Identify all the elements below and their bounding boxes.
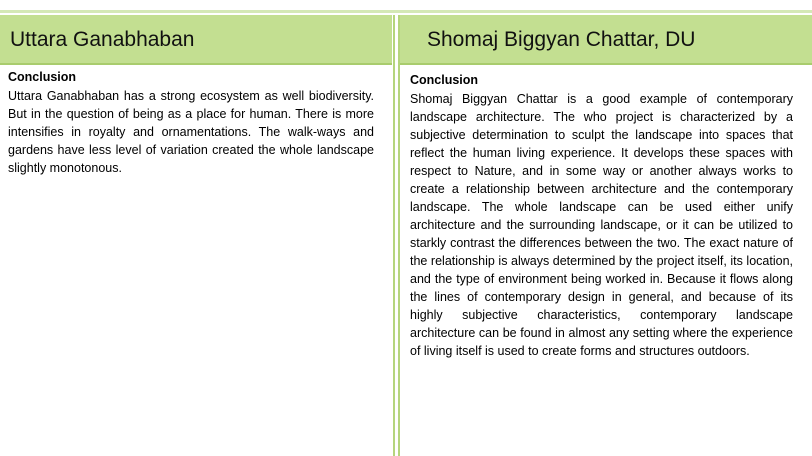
right-conclusion-heading: Conclusion (410, 73, 479, 87)
column-divider-line (398, 15, 400, 456)
left-header-bar (0, 15, 392, 65)
right-panel (410, 73, 793, 360)
right-title: Shomaj Biggyan Chattar, DU (427, 28, 696, 51)
left-conclusion-text: Uttara Ganabhaban has a strong ecosystem as well biodiversity. But in the question of being as a place for human. There is more intensifies in royalty and ornamentations. The walk-ways and gardens have less level of variation created the whole landscape slightly monotonous. (8, 89, 374, 175)
right-header-bar (400, 15, 812, 65)
right-conclusion-text: Shomaj Biggyan Chattar is a good example of contemporary landscape architecture. The who project is characterized by a subjective determination to sculpt the landscape into spaces that reflect the human living experience. It develops these spaces with respect to Nature, and in some way or another always works to create a relationship between architecture and the contemporary landscape. The whole landscape can be used either unify architecture and the surrounding landscape, or it can be utilized to starkly contrast the differences between the two. The exact nature of the relationship is always determined by the project itself, its location, and the type of environment being worked in. Because it flows along the lines of contemporary design in general, and because of its highly subjective characteristics, contemporary landscape architecture can be found in almost any setting where the experience of living itself is used to create forms and structures outdoors. (410, 92, 793, 358)
left-conclusion-heading: Conclusion (8, 70, 77, 84)
top-rule (0, 10, 812, 13)
column-divider-line (393, 15, 395, 456)
left-title: Uttara Ganabhaban (10, 28, 195, 51)
left-panel (8, 70, 374, 177)
